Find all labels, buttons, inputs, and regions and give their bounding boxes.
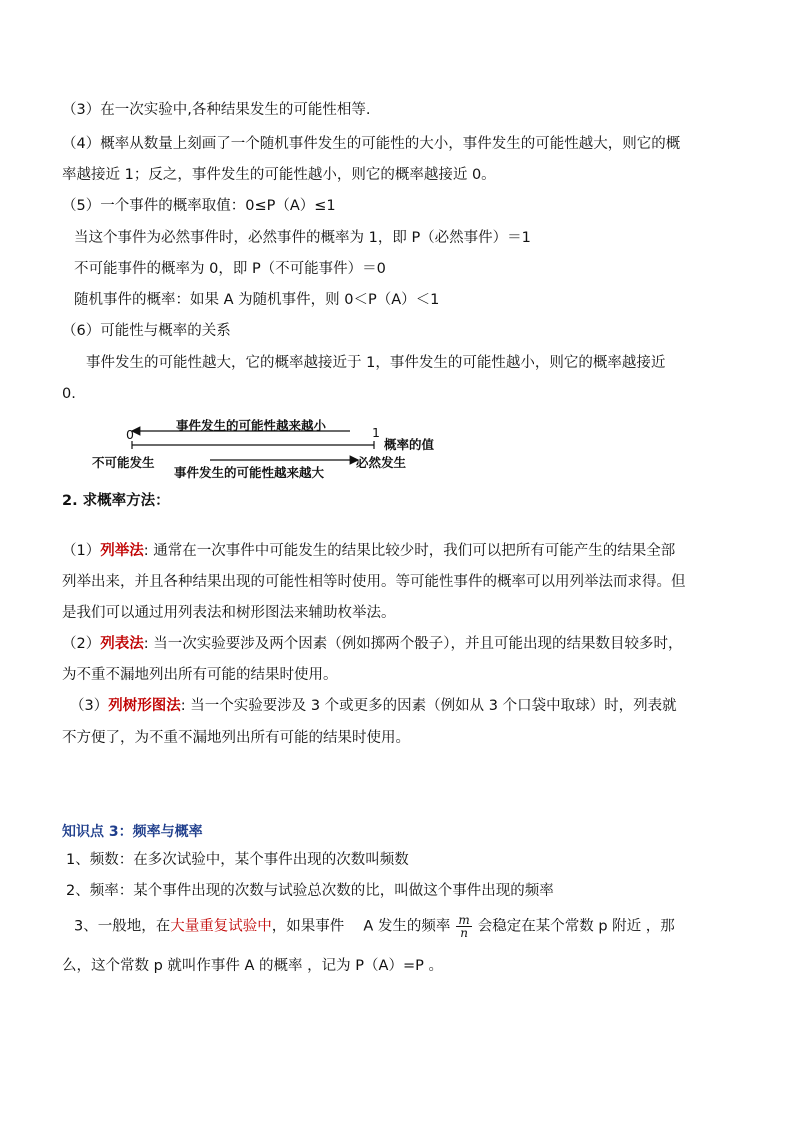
method-2-text: : 当一次实验要涉及两个因素（例如掷两个骰子），并且可能出现的结果数目较多时，: [143, 636, 683, 652]
line-item-6b: 0.: [62, 386, 76, 402]
line-item-5: （5）一个事件的概率取值：0≤P（A）≤1: [62, 198, 336, 214]
method-3-text: : 当一个实验要涉及 3 个或更多的因素（例如从 3 个口袋中取球）时，列表就: [180, 698, 677, 714]
line-item-6: （6）可能性与概率的关系: [62, 323, 231, 339]
method-1-prefix: （1）: [62, 543, 101, 559]
line-item-6a: 事件发生的可能性越大，它的概率越接近于 1，事件发生的可能性越小，则它的概率越接近: [86, 355, 666, 371]
knowledge-3-line-a: [74, 914, 675, 939]
method-1-line-a: [62, 541, 675, 561]
line-item-5c: 随机事件的概率：如果 A 为随机事件，则 0＜P（A）＜1: [74, 292, 440, 308]
method-2-line-b: 为不重不漏地列出所有可能的结果时使用。: [62, 667, 338, 683]
fraction-numerator: m: [458, 913, 470, 927]
knowledge-1: 1、频数：在多次试验中，某个事件出现的次数叫频数: [66, 852, 409, 868]
method-2-name: 列表法: [100, 636, 144, 652]
knowledge-3-end: 会稳定在某个常数 p 附近 ，那: [477, 918, 675, 935]
scale-one-label: 1: [372, 425, 380, 440]
knowledge-3-middle: ，如果事件 A 发生的频率: [271, 918, 451, 935]
knowledge-3-highlight: 大量重复试验中: [170, 918, 272, 935]
section3-title: 知识点 3：频率与概率: [62, 824, 203, 840]
fraction-denominator: n: [460, 926, 468, 940]
impossible-label: 不可能发生: [92, 455, 155, 470]
probability-scale-diagram: [92, 413, 452, 481]
method-3-line-b: 不方便了，为不重不漏地列出所有可能的结果时使用。: [62, 730, 410, 746]
frequency-fraction: [456, 914, 471, 939]
knowledge-3-line-b: 么，这个常数 p 就叫作事件 A 的概率 ，记为 P（A）=P 。: [62, 958, 443, 974]
knowledge-2: 2、频率：某个事件出现的次数与试验总次数的比，叫做这个事件出现的频率: [66, 883, 554, 899]
method-1-name: 列举法: [100, 543, 144, 559]
method-2-prefix: （2）: [62, 636, 101, 652]
line-item-4a: （4）概率从数量上刻画了一个随机事件发生的可能性的大小，事件发生的可能性越大，则它的概: [62, 136, 681, 152]
knowledge-3-start: 3、一般地，在: [74, 918, 171, 935]
line-item-3: （3）在一次实验中,各种结果发生的可能性相等.: [62, 102, 371, 118]
top-arrow-label: 事件发生的可能性越来越小: [176, 418, 327, 433]
scale-zero-label: 0: [126, 427, 134, 442]
bottom-arrow-label: 事件发生的可能性越来越大: [174, 465, 325, 480]
probability-value-label: 概率的值: [384, 437, 435, 452]
line-item-4b: 率越接近 1；反之，事件发生的可能性越小，则它的概率越接近 0。: [62, 167, 496, 183]
method-3-line-a: [70, 696, 677, 716]
section2-title: 2. 求概率方法：: [62, 493, 170, 509]
method-1-text: : 通常在一次事件中可能发生的结果比较少时，我们可以把所有可能产生的结果全部: [143, 543, 676, 559]
line-item-5a: 当这个事件为必然事件时，必然事件的概率为 1，即 P（必然事件）＝1: [74, 230, 531, 246]
certain-label: 必然发生: [356, 455, 407, 470]
method-1-line-c: 是我们可以通过用列表法和树形图法来辅助枚举法。: [62, 605, 396, 621]
method-2-line-a: [62, 634, 682, 654]
method-3-prefix: （3）: [70, 698, 109, 714]
method-1-line-b: 列举出来，并且各种结果出现的可能性相等时使用。等可能性事件的概率可以用列举法而求得。但: [62, 574, 686, 590]
line-item-5b: 不可能事件的概率为 0，即 P（不可能事件）＝0: [74, 261, 386, 277]
method-3-name: 列树形图法: [108, 698, 181, 714]
